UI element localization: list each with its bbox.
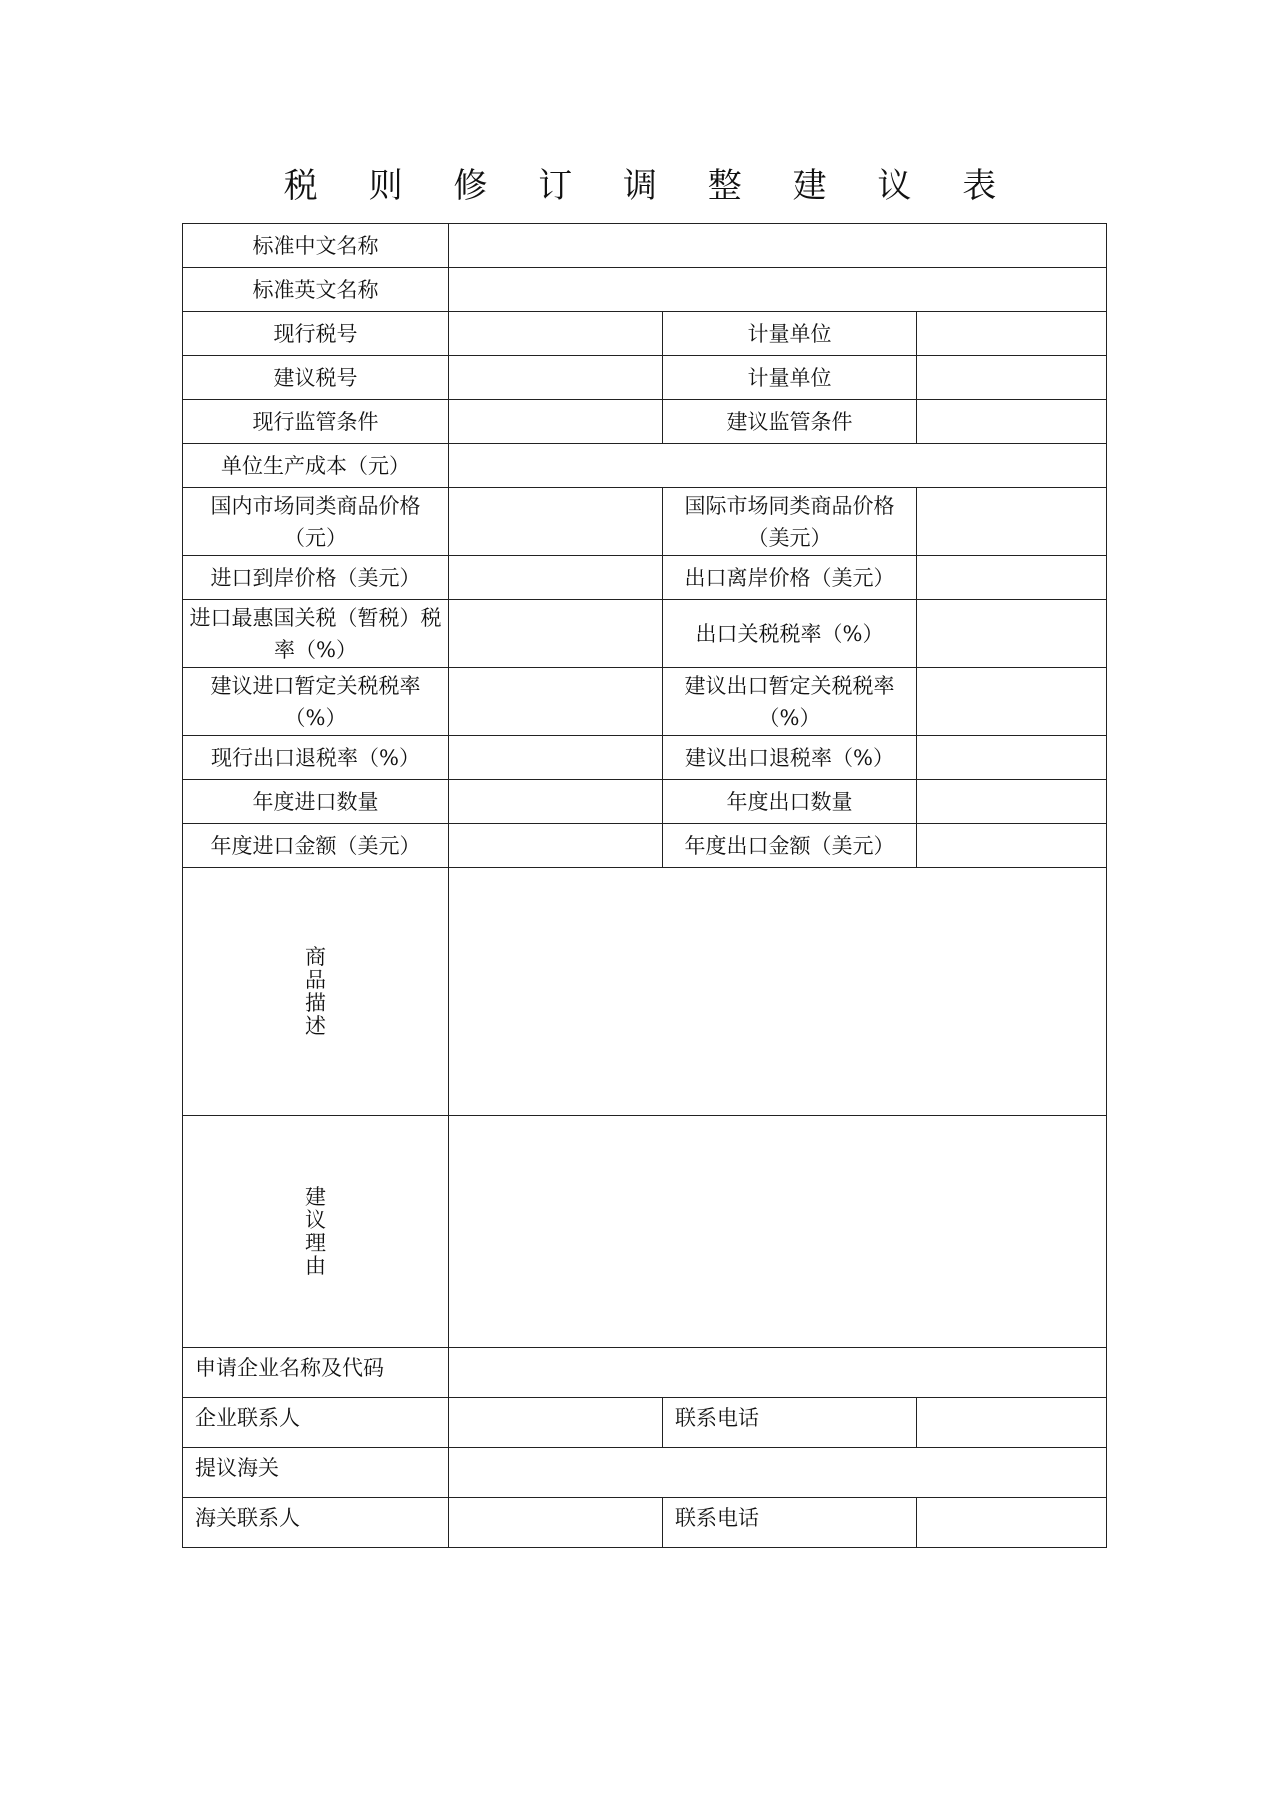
form-row: [183, 868, 1107, 1116]
current-export-rebate-field[interactable]: [449, 736, 663, 780]
annual-import-amount-field[interactable]: [449, 824, 663, 868]
proposing-customs-label: 提议海关: [183, 1448, 449, 1498]
company-phone-label: 联系电话: [663, 1398, 917, 1448]
intl-price-field[interactable]: [917, 488, 1107, 556]
annual-export-qty-label: 年度出口数量: [663, 780, 917, 824]
proposal-reason-label: [183, 1116, 449, 1348]
form-row: [183, 780, 1107, 824]
product-description-label-text: 商品描述: [305, 944, 326, 1038]
export-tariff-rate-label: 出口关税税率（%）: [663, 600, 917, 668]
form-row: [183, 1116, 1107, 1348]
proposed-export-provisional-rate-field[interactable]: [917, 668, 1107, 736]
import-cif-price-field[interactable]: [449, 556, 663, 600]
std-cn-name-label: 标准中文名称: [183, 224, 449, 268]
current-export-rebate-label: 现行出口退税率（%）: [183, 736, 449, 780]
form-row: [183, 556, 1107, 600]
applicant-company-field[interactable]: [449, 1348, 1107, 1398]
annual-export-amount-field[interactable]: [917, 824, 1107, 868]
export-tariff-rate-field[interactable]: [917, 600, 1107, 668]
unit-label: 计量单位: [663, 356, 917, 400]
proposed-export-provisional-rate-label: 建议出口暂定关税税率（%）: [663, 668, 917, 736]
applicant-company-label: 申请企业名称及代码: [183, 1348, 449, 1398]
proposed-import-provisional-rate-field[interactable]: [449, 668, 663, 736]
std-cn-name-field[interactable]: [449, 224, 1107, 268]
proposal-reason-label-text: 建议理由: [305, 1184, 326, 1278]
annual-export-amount-label: 年度出口金额（美元）: [663, 824, 917, 868]
proposed-supervision-label: 建议监管条件: [663, 400, 917, 444]
annual-import-qty-field[interactable]: [449, 780, 663, 824]
customs-phone-label: 联系电话: [663, 1498, 917, 1548]
proposed-export-rebate-field[interactable]: [917, 736, 1107, 780]
product-description-label: [183, 868, 449, 1116]
unit-cost-field[interactable]: [449, 444, 1107, 488]
import-mfn-rate-label: 进口最惠国关税（暂税）税率（%）: [183, 600, 449, 668]
export-fob-price-label: 出口离岸价格（美元）: [663, 556, 917, 600]
proposed-tariff-no-field[interactable]: [449, 356, 663, 400]
annual-import-amount-label: 年度进口金额（美元）: [183, 824, 449, 868]
form-row: [183, 400, 1107, 444]
import-cif-price-label: 进口到岸价格（美元）: [183, 556, 449, 600]
customs-contact-field[interactable]: [449, 1498, 663, 1548]
std-en-name-label: 标准英文名称: [183, 268, 449, 312]
proposal-reason-field[interactable]: [449, 1116, 1107, 1348]
current-tariff-no-field[interactable]: [449, 312, 663, 356]
form-row: [183, 1448, 1107, 1498]
annual-export-qty-field[interactable]: [917, 780, 1107, 824]
current-tariff-no-label: 现行税号: [183, 312, 449, 356]
intl-price-label: 国际市场同类商品价格（美元）: [663, 488, 917, 556]
form-row: [183, 224, 1107, 268]
company-phone-field[interactable]: [917, 1398, 1107, 1448]
product-description-field[interactable]: [449, 868, 1107, 1116]
proposed-export-rebate-label: 建议出口退税率（%）: [663, 736, 917, 780]
std-en-name-field[interactable]: [449, 268, 1107, 312]
form-row: [183, 736, 1107, 780]
customs-contact-label: 海关联系人: [183, 1498, 449, 1548]
unit-label: 计量单位: [663, 312, 917, 356]
proposed-import-provisional-rate-label: 建议进口暂定关税税率（%）: [183, 668, 449, 736]
customs-phone-field[interactable]: [917, 1498, 1107, 1548]
export-fob-price-field[interactable]: [917, 556, 1107, 600]
form-row: [183, 488, 1107, 556]
company-contact-field[interactable]: [449, 1398, 663, 1448]
form-row: [183, 268, 1107, 312]
domestic-price-label: 国内市场同类商品价格（元）: [183, 488, 449, 556]
page-title: 税 则 修 订 调 整 建 议 表: [283, 166, 1017, 206]
tariff-proposal-form: [182, 223, 1107, 1548]
form-row: [183, 824, 1107, 868]
proposing-customs-field[interactable]: [449, 1448, 1107, 1498]
form-row: [183, 312, 1107, 356]
import-mfn-rate-field[interactable]: [449, 600, 663, 668]
form-row: [183, 600, 1107, 668]
form-row: [183, 1348, 1107, 1398]
current-supervision-field[interactable]: [449, 400, 663, 444]
form-row: [183, 1398, 1107, 1448]
unit-field[interactable]: [917, 312, 1107, 356]
proposed-supervision-field[interactable]: [917, 400, 1107, 444]
form-row: [183, 356, 1107, 400]
company-contact-label: 企业联系人: [183, 1398, 449, 1448]
form-row: [183, 1498, 1107, 1548]
current-supervision-label: 现行监管条件: [183, 400, 449, 444]
domestic-price-field[interactable]: [449, 488, 663, 556]
form-row: [183, 668, 1107, 736]
proposed-tariff-no-label: 建议税号: [183, 356, 449, 400]
annual-import-qty-label: 年度进口数量: [183, 780, 449, 824]
unit-field[interactable]: [917, 356, 1107, 400]
form-row: [183, 444, 1107, 488]
unit-cost-label: 单位生产成本（元）: [183, 444, 449, 488]
